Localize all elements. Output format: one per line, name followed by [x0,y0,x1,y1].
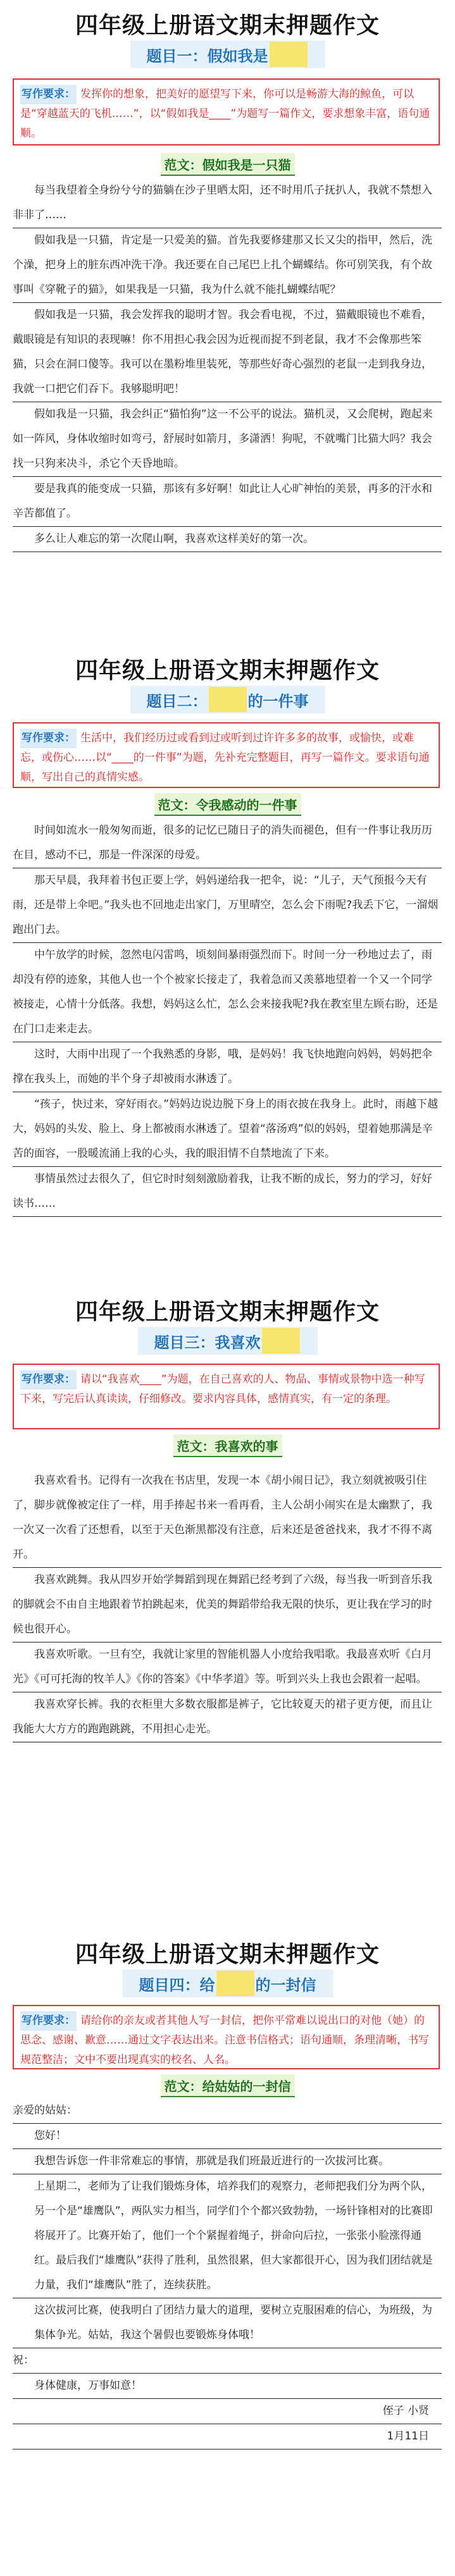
example-title: 范文：假如我是一只猫 [161,153,295,176]
example-title-bar [0,153,455,176]
paragraph: 事情虽然过去很久了，但它时时刻刻激励着我，让我不断的成长，努力的学习，好好读书…… [13,1167,442,1217]
topic-text-prefix: 题目四：给 [139,1976,215,1994]
requirement-box [13,722,440,788]
blank-highlight [209,687,247,712]
topic-text-suffix: 的一封信 [255,1976,316,1994]
paragraph: 每当我望着全身纷兮兮的猫躺在沙子里晒太阳，还不时用爪子抚扒人，我就不禁想入非非了…… [13,178,442,228]
letter-closing: 祝： [13,2348,442,2374]
section-2 [0,643,455,1275]
paragraph: 时间如流水一般匆匆而逝，很多的记忆已随日子的消失而褪色，但有一件事让我历历在目，感动不已，那是一件深深的母爱。 [13,818,442,868]
letter-hello: 您好！ [13,2124,442,2149]
section-title: 四年级上册语文期末押题作文 [75,12,380,39]
section-title: 四年级上册语文期末押题作文 [75,1941,380,1968]
essay-body [13,1469,442,1742]
topic-bar [0,1969,455,1997]
blank-highlight [216,1971,254,1996]
letter-greeting: 亲爱的姑姑： [13,2098,442,2124]
topic-bar [0,1327,455,1355]
requirement-box [13,1364,440,1429]
paragraph: 这时，大雨中出现了一个我熟悉的身影，哦，是妈妈！我飞快地跑向妈妈，妈妈把伞撑在我头上，而她的半个身子却被雨水淋透了。 [13,1042,442,1092]
paragraph: “孩子，快过来，穿好雨衣。”妈妈边说边脱下身上的雨衣披在我身上。此时，雨越下越大，妈妈的头发、脸上、身上都被雨水淋透了。望着“落汤鸡”似的妈妈，望着她那满是辛苦的面容，一股暖流涌上我的心头，我的眼泪情不自禁地流了下来。 [13,1092,442,1167]
topic-text-prefix: 题目二： [146,692,208,710]
paragraph: 我喜欢听歌。一旦有空，我就让家里的智能机器人小度给我唱歌。我最喜欢听《白月光》《可可托海的牧羊人》《你的答案》《中华孝道》等。听到兴头上我也会跟着一起唱。 [13,1642,442,1692]
example-title: 范文：令我感动的一件事 [154,793,301,816]
requirement-label: 写作要求： [20,2011,77,2031]
blank-highlight [262,1328,300,1353]
essay-body [13,818,442,1217]
essay-body [13,178,442,552]
paragraph: 多么让人难忘的第一次爬山啊，我喜欢这样美好的第一次。 [13,527,442,552]
paragraph: 那天早晨，我拜着书包正要上学，妈妈递给我一把伞，说：“儿子，天气预报今天有雨，还是带上伞吧。”我头也不回地走出家门，万里晴空，怎么会下雨呢?我丢下它，一溜烟跑出门去。 [13,868,442,943]
example-title-bar [0,1434,455,1457]
requirement-text: 发挥你的想象，把美好的愿望写下来，你可以是畅游大海的鲸鱼，可以是“穿越蓝天的飞机……”，以“假如我是____”为题写一篇作文，要求想象丰富，语句通顺。 [20,88,430,140]
requirement-text: 请以“我喜欢____”为题，在自己喜欢的人、物品、事情或景物中选一种写下来，写完后认真读读，仔细修改。要求内容具体，感情真实，有一定的条理。 [20,1373,425,1405]
section-4 [0,1928,455,2576]
example-title: 范文：我喜欢的事 [173,1434,282,1457]
requirement-label: 写作要求： [20,729,77,748]
requirement-box [13,78,440,145]
letter-body [13,2098,442,2450]
paragraph: 我喜欢看书。记得有一次我在书店里，发现一本《胡小闹日记》，我立刻就被吸引住了，脚步就像被定住了一样，用手捧起书来一看再看，主人公胡小闹实在是太幽默了，我一次又一次看了还想看，以至于天色渐黑都没有注意，后来还是爸爸找来，我才不得不离开。 [13,1469,442,1568]
blank-highlight [270,42,308,67]
section-title: 四年级上册语文期末押题作文 [75,1298,380,1325]
requirement-label: 写作要求： [20,1370,77,1390]
paragraph: 假如我是一只猫，肯定是一只爱美的猫。首先我要修建那又长又尖的指甲，然后，洗个澡，把身上的脏东西冲洗干净。我还要在自己尾巴上扎个蝴蝶结。你可别笑我，有个故事叫《穿靴子的猫》，如果我是一只猫，我为什么就不能扎蝴蝶结呢？ [13,228,442,303]
letter-date: 1月11日 [13,2424,442,2450]
letter-paragraph: 上星期二，老师为了让我们锻炼身体，培养我们的观察力，老师把我们分为两个队，另一个是“雄鹰队”，两队实力相当，同学们个个都兴致勃勃，一场针锋相对的比赛即将展开了。比赛开始了，他们一个个紧握着绳子，拼命向后拉，一张张小脸涨得通红。最后我们“雄鹰队”获得了胜利，虽然很累，但大家都很开心，因为我们团结就是力量，我们“雄鹰队”胜了，连续获胜。 [13,2174,442,2298]
topic-bar [0,40,455,68]
paragraph: 我喜欢穿长裤。我的衣柜里大多数衣服都是裤子，它比较夏天的裙子更方便，而且让我能大大方方的跑跑跳跳，不用担心走光。 [13,1692,442,1742]
topic-text: 题目一：假如我是 [146,47,268,65]
letter-signature: 侄子 小贤 [13,2399,442,2424]
requirement-box [13,2005,440,2069]
requirement-text: 请给你的亲友或者其他人写一封信，把你平常难以说出口的对他（她）的思念、感谢、歉意……通过文字表达出来。注意书信格式；语句通顺，条理清晰，书写规范整洁；文中不要出现真实的校名、人名。 [20,2014,429,2066]
section-3 [0,1285,455,1918]
paragraph: 要是我真的能变成一只猫，那该有多好啊！如此让人心旷神怡的美景，再多的汗水和辛苦都值了。 [13,477,442,527]
topic-bar [0,686,455,713]
paragraph: 我喜欢跳舞。我从四岁开始学舞蹈到现在舞蹈已经考到了六级，每当我一听到音乐我的脚就会不由自主地跟着节拍跳起来，优美的舞蹈带给我无限的快乐，更让我在学习的时候也很开心。 [13,1568,442,1642]
requirement-label: 写作要求： [20,85,77,104]
example-title: 范文：给姑姑的一封信 [161,2074,295,2097]
topic-text: 题目三：我喜欢 [154,1333,261,1352]
example-title-bar [0,2074,455,2097]
letter-paragraph: 这次拔河比赛，使我明白了团结力量大的道理，要树立克服困难的信心，为班级，为集体争光。姑姑，我这个暑假也要锻炼身体哦！ [13,2298,442,2348]
paragraph: 中午放学的时候，忽然电闪雷鸣，顷刻间暴雨强烈而下。时间一分一秒地过去了，雨却没有停的迹象，其他人也一个个被家长接走了，我着急而又羡慕地望着一个又一个同学被接走，心情十分低落。我想，妈妈这么忙，怎么会来接我呢?我在教室里左顾右盼，还是在门口走来走去。 [13,943,442,1042]
section-title: 四年级上册语文期末押题作文 [75,657,380,684]
topic-text-suffix: 的一件事 [247,692,309,710]
paragraph: 假如我是一只猫，我会发挥我的聪明才智。我会看电视，不过，猫戴眼镜也不难看，戴眼镜是有知识的表现嘛！你不用担心我会因为近视而捉不到老鼠，我才不会像那些笨猫，只会在洞口傻等。我可以在墨粉堆里装死，等那些好奇心强烈的老鼠一走到我身边，我就一口把它们吞下。我够聪明吧！ [13,303,442,402]
paragraph: 假如我是一只猫，我会纠正“猫怕狗”这一不公平的说法。猫机灵，又会爬树，跑起来如一阵风，身体收缩时如弯弓，舒展时如箭月，多潇洒！狗呢，不就嘴门比猫大吗？我会找一只狗来决斗，杀它个天昏地暗。 [13,402,442,477]
section-1 [0,0,455,632]
example-title-bar [0,793,455,816]
requirement-text: 生活中，我们经历过或看到过或听到过许许多多的故事，或愉快，或难忘，或伤心……以“____的一件事”为题，先补充完整题目，再写一篇作文。要求语句通顺，写出自己的真情实感。 [20,732,430,784]
letter-wish: 身体健康，万事如意！ [13,2374,442,2399]
letter-paragraph: 我想告诉您一件非常难忘的事情，那就是我们班最近进行的一次拔河比赛。 [13,2149,442,2174]
